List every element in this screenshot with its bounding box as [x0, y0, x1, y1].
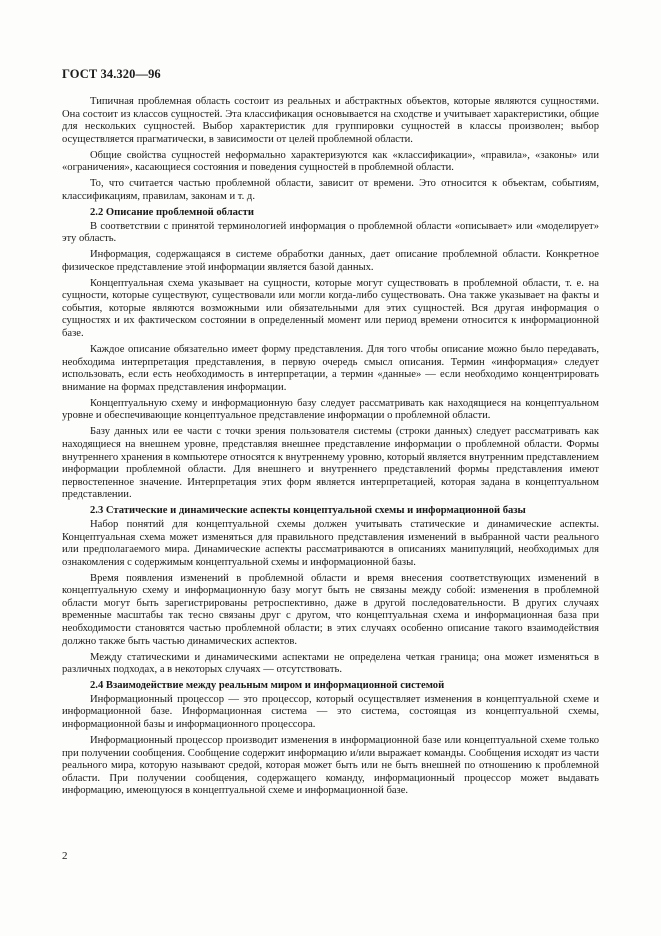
paragraph: Типичная проблемная область состоит из реальных и абстрактных объектов, которые являются сущностями. Она состоит из классов сущностей. Эта классификация основывается на сходстве и учитывает характеристики, общие для нескольких сущностей. Выбор характеристик для группировки сущностей в классы произволен; выбор осуществляется прагматически, в зависимости от целей проблемной области. — [62, 96, 599, 145]
paragraph: Общие свойства сущностей неформально характеризуются как «классификации», «правила», «законы» или «ограничения», касающиеся состояния и поведения сущностей в проблемной области. — [62, 149, 599, 174]
paragraph: Информация, содержащаяся в системе обработки данных, дает описание проблемной области. Конкретное физическое представление этой информации является базой данных. — [62, 249, 599, 273]
paragraph: Концептуальная схема указывает на сущности, которые могут существовать в проблемной области, т. е. на сущности, которые существуют, существовали или могли когда-либо существовать. Она также указывает на факты и события, которые являются возможными или обязательными для этих сущностей. Вся другая информация о сущностях и их фактическом состоянии в определенный момент или период времени относится к информационной базе. — [62, 277, 599, 340]
section-heading: 2.2 Описание проблемной области — [90, 206, 254, 218]
paragraph: Информационный процессор производит изменения в информационной базе или концептуальной схеме только при получении сообщения. Сообщение содержит информацию и/или выражает команды. Сообщения исходят из части реального мира, которую называют средой, которая может быть или не быть внешней по отношению к проблемной области. При получении сообщения, содержащего команду, информационный процессор может выдавать информацию, имеющуюся в концептуальной схеме и информационной базе. — [62, 734, 599, 797]
paragraph: Между статическими и динамическими аспектами не определена четкая граница; она может изменяться в различных подходах, а в некоторых случаях — отсутствовать. — [62, 651, 599, 676]
section-heading: 2.3 Статические и динамические аспекты концептуальной схемы и информационной базы — [90, 505, 526, 517]
paragraph: То, что считается частью проблемной области, зависит от времени. Это относится к объектам, событиям, классификациям, правилам, законам и т. д. — [62, 178, 599, 202]
paragraph: В соответствии с принятой терминологией информация о проблемной области «описывает» или «моделирует» эту область. — [62, 220, 599, 245]
paragraph: Время появления изменений в проблемной области и время внесения соответствующих изменений в концептуальную схему и информационную базу могут быть не связаны между собой: изменения в проблемной области могут быть зарегистрированы ретроспективно, даже в другой последовательности. В других случаях временные масштабы так тесно связаны друг с другом, что концептуальная схема и информационная база при необходимости становятся частью проблемной области; в этих случаях особенно описание такого взаимодействия должно также быть частью динамических аспектов. — [62, 572, 599, 647]
paragraph: Каждое описание обязательно имеет форму представления. Для того чтобы описание можно было передавать, необходима интерпретация представления, в первую очередь смысл описания. Термин «информация» следует использовать, если есть необходимость в интерпретации, а термин «данные» — если необходимо концентрировать внимание на формах представления информации. — [62, 344, 599, 393]
paragraph: Базу данных или ее части с точки зрения пользователя системы (строки данных) следует рассматривать как находящиеся на внешнем уровне, представляя внешнее представление информации о проблемной области. Формы внутреннего хранения в компьютере относятся к внутреннему уровню, который является внутренним представлением информации проблемной области. Для внешнего и внутреннего представлений формы представления имеют первостепенное значение. Интерпретация этих форм является интерпретацией, которая задана в концептуальном представлении. — [62, 426, 599, 501]
paragraph: Набор понятий для концептуальной схемы должен учитывать статические и динамические аспекты. Концептуальная схема может изменяться для правильного представления изменений в выбранной части реального или предполагаемого мира. Динамические аспекты рассматриваются в описаниях манипуляций, необходимых для ознакомления с содержимым концептуальной схемы и информационной базы. — [62, 518, 599, 568]
document-body — [62, 96, 599, 801]
paragraph: Концептуальную схему и информационную базу следует рассматривать как находящиеся на концептуальном уровне и обеспечивающие концептуальное представление информации о проблемной области. — [62, 397, 599, 422]
section-heading: 2.4 Взаимодействие между реальным миром и информационной системой — [90, 680, 445, 692]
page-number: 2 — [62, 850, 68, 862]
standard-header: ГОСТ 34.320—96 — [62, 67, 161, 81]
paragraph: Информационный процессор — это процессор, который осуществляет изменения в концептуальной схеме и информационной базе. Информационная система — это система, состоящая из концептуальной схемы, информационной базы и информационного процессора. — [62, 693, 599, 730]
